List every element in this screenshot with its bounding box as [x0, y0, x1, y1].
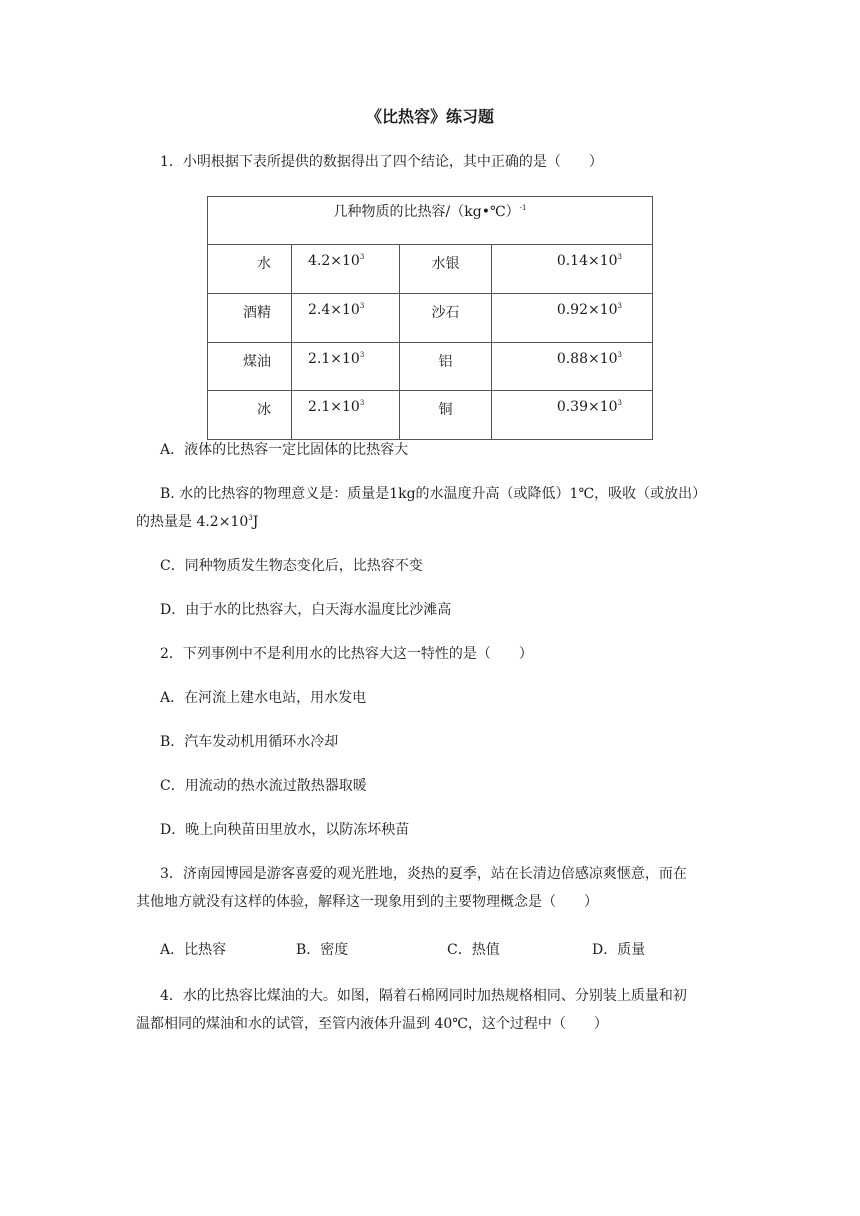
- table-row: [208, 342, 653, 391]
- table-row: [208, 245, 653, 294]
- substance-value: $0.88\times 10^3$: [492, 342, 653, 391]
- table-row: [208, 293, 653, 342]
- substance-name: 铜: [400, 391, 492, 440]
- question-1-option-d: D．由于水的比热容大，白天海水温度比沙滩高: [160, 602, 452, 618]
- substance-name: 铝: [400, 342, 492, 391]
- table-header: [208, 197, 653, 245]
- question-3-stem-line-1: 3．济南园博园是游客喜爱的观光胜地，炎热的夏季，站在长清边倍感凉爽惬意，而在: [160, 866, 687, 882]
- substance-value: $2.1\times 10^3$: [292, 342, 400, 391]
- question-3-option-a: A．比热容: [160, 942, 227, 958]
- substance-value: $0.39\times 10^3$: [492, 391, 653, 440]
- substance-value: $2.4\times 10^3$: [292, 293, 400, 342]
- table-row: [208, 391, 653, 440]
- substance-value: $2.1\times 10^3$: [292, 391, 400, 440]
- question-4-stem-line-2: 温都相同的煤油和水的试管，至管内液体升温到 40℃，这个过程中（ ）: [136, 1016, 608, 1032]
- substance-value: $0.92\times 10^3$: [492, 293, 653, 342]
- substance-value: $4.2\times 10^3$: [292, 245, 400, 294]
- question-3-option-c: C．热值: [447, 942, 500, 958]
- substance-name: 沙石: [400, 293, 492, 342]
- question-1-stem: 1．小明根据下表所提供的数据得出了四个结论，其中正确的是（ ）: [160, 154, 603, 170]
- substance-name: 酒精: [208, 293, 292, 342]
- substance-value: $0.14\times 10^3$: [492, 245, 653, 294]
- document-title: 《比热容》练习题: [365, 107, 494, 126]
- substance-name: 冰: [208, 391, 292, 440]
- question-2-option-a: A．在河流上建水电站，用水发电: [160, 690, 367, 706]
- question-1-option-c: C．同种物质发生物态变化后，比热容不变: [160, 558, 423, 574]
- table-header-exponent: -1: [519, 204, 527, 212]
- question-2-option-c: C．用流动的热水流过散热器取暖: [160, 778, 367, 794]
- substance-name: 水: [208, 245, 292, 294]
- question-3-option-d: D．质量: [592, 942, 646, 958]
- question-3-option-b: B．密度: [296, 942, 349, 958]
- question-1-option-a: A．液体的比热容一定比固体的比热容大: [160, 442, 409, 458]
- table-header-text: 几种物质的比热容/（kg•℃）: [333, 204, 520, 220]
- substance-name: 水银: [400, 245, 492, 294]
- substance-name: 煤油: [208, 342, 292, 391]
- question-2-option-d: D．晚上向秧苗田里放水，以防冻坏秧苗: [160, 822, 410, 838]
- question-3-stem-line-2: 其他地方就没有这样的体验，解释这一现象用到的主要物理概念是（ ）: [136, 894, 598, 910]
- question-1-option-b-line-1: B. 水的比热容的物理意义是：质量是1kg的水温度升高（或降低）1℃，吸收（或放出）: [160, 486, 707, 502]
- specific-heat-table: [207, 196, 653, 440]
- question-2-option-b: B．汽车发动机用循环水冷却: [160, 734, 339, 750]
- question-1-option-b-line-2: 的热量是 $4.2\times 10^3J$: [136, 514, 259, 530]
- question-4-stem-line-1: 4．水的比热容比煤油的大。如图，隔着石棉网同时加热规格相同、分别装上质量和初: [160, 988, 687, 1004]
- question-2-stem: 2．下列事例中不是利用水的比热容大这一特性的是（ ）: [160, 646, 533, 662]
